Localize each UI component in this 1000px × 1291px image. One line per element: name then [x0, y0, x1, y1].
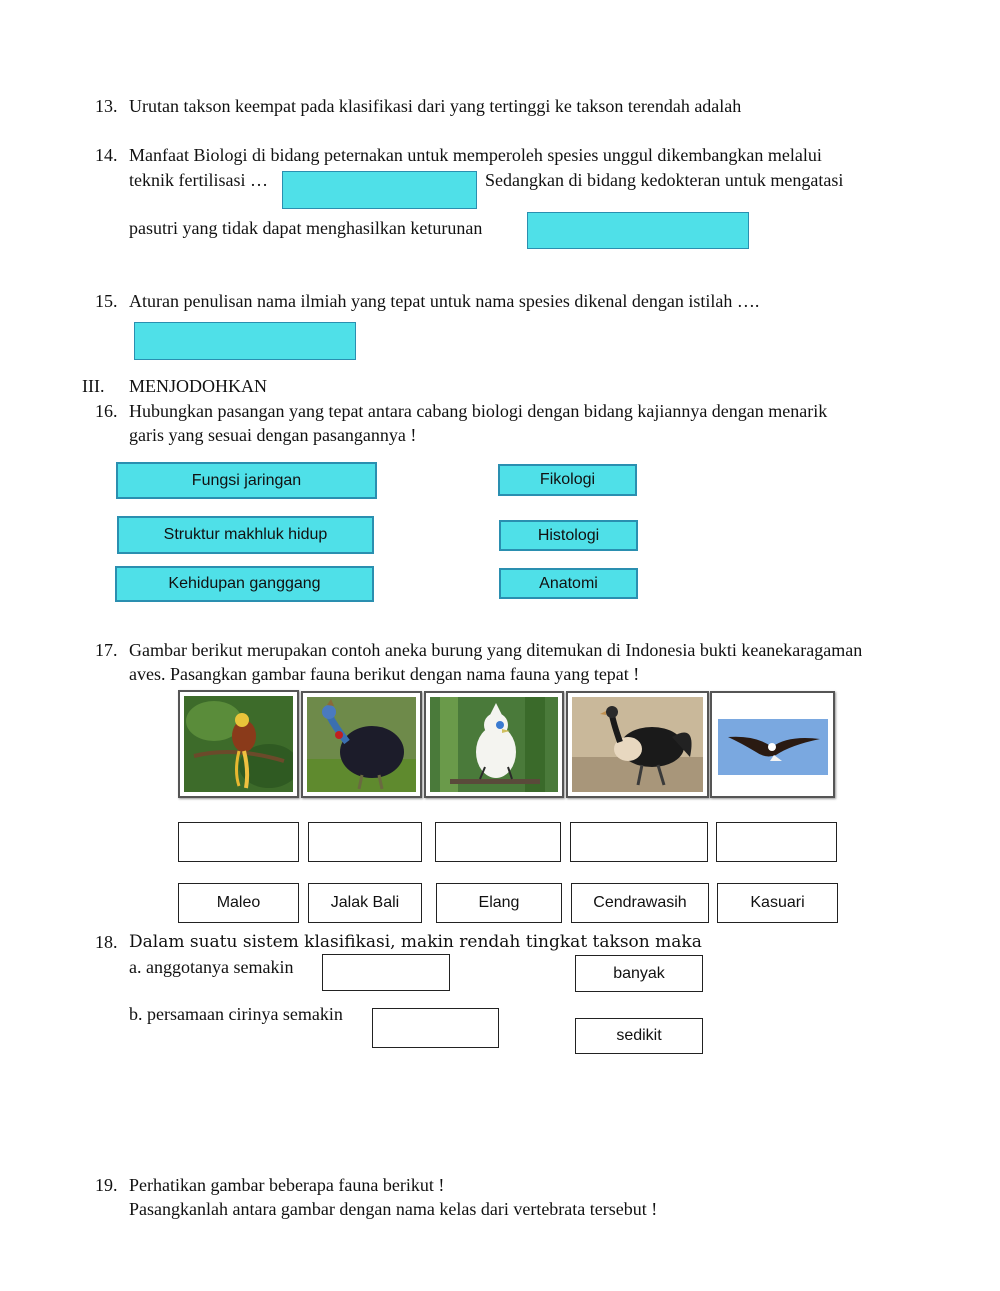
- q18-a-answer-box[interactable]: [322, 954, 450, 991]
- q16-right-item-3[interactable]: Anatomi: [499, 568, 638, 599]
- q17-answer-box-1[interactable]: [178, 822, 299, 862]
- q16-left-item-1[interactable]: Fungsi jaringan: [116, 462, 377, 499]
- q13-number: 13.: [95, 96, 118, 116]
- q13-text: Urutan takson keempat pada klasifikasi dari yang tertinggi ke takson terendah adalah: [129, 96, 742, 116]
- q14-answer-fertilisasi[interactable]: [282, 171, 477, 209]
- q17-line2: aves. Pasangkan gambar fauna berikut dengan nama fauna yang tepat !: [129, 664, 640, 684]
- bird-photo-cendrawasih: [178, 690, 299, 798]
- q16-right-item-1[interactable]: Fikologi: [498, 464, 637, 496]
- q16-left-item-3[interactable]: Kehidupan ganggang: [115, 566, 374, 602]
- q19-line1: Perhatikan gambar beberapa fauna berikut !: [129, 1175, 445, 1195]
- bird-photo-elang: [710, 691, 835, 798]
- q18-text: Dalam suatu sistem klasifikasi, makin rendah tingkat takson maka: [129, 932, 702, 952]
- q15-text: Aturan penulisan nama ilmiah yang tepat untuk nama spesies dikenal dengan istilah ….: [129, 291, 760, 311]
- q17-answer-box-2[interactable]: [308, 822, 422, 862]
- q19-line2: Pasangkanlah antara gambar dengan nama kelas dari vertebrata tersebut !: [129, 1199, 658, 1219]
- q14-line2-start: teknik fertilisasi …: [129, 170, 268, 190]
- q19-number: 19.: [95, 1175, 118, 1195]
- q16-number: 16.: [95, 401, 118, 421]
- q17-option-elang[interactable]: Elang: [436, 883, 562, 923]
- q16-line1: Hubungkan pasangan yang tepat antara cabang biologi dengan bidang kajiannya dengan menarik: [129, 401, 828, 421]
- q16-right-item-2[interactable]: Histologi: [499, 520, 638, 551]
- bird-photo-maleo: [566, 691, 709, 798]
- q18-option-banyak[interactable]: banyak: [575, 955, 703, 992]
- q14-line2-end: Sedangkan di bidang kedokteran untuk mengatasi: [485, 170, 844, 190]
- section3-title: MENJODOHKAN: [129, 376, 267, 396]
- q16-line2: garis yang sesuai dengan pasangannya !: [129, 425, 417, 445]
- q14-answer-kedokteran[interactable]: [527, 212, 749, 249]
- q14-number: 14.: [95, 145, 118, 165]
- bird-photo-jalak-bali: [424, 691, 564, 798]
- q17-option-jalak-bali[interactable]: Jalak Bali: [308, 883, 422, 923]
- q14-line3: pasutri yang tidak dapat menghasilkan keturunan: [129, 218, 483, 238]
- q18-a-text: a. anggotanya semakin: [129, 957, 294, 977]
- q18-b-answer-box[interactable]: [372, 1008, 499, 1048]
- q17-answer-box-3[interactable]: [435, 822, 561, 862]
- q18-number: 18.: [95, 932, 118, 952]
- q17-answer-box-5[interactable]: [716, 822, 837, 862]
- q14-line1: Manfaat Biologi di bidang peternakan untuk memperoleh spesies unggul dikembangkan melalui: [129, 145, 822, 165]
- q18-b-text: b. persamaan cirinya semakin: [129, 1004, 343, 1024]
- bird-photo-kasuari: [301, 691, 422, 798]
- q17-option-maleo[interactable]: Maleo: [178, 883, 299, 923]
- q17-option-kasuari[interactable]: Kasuari: [717, 883, 838, 923]
- q16-left-item-2[interactable]: Struktur makhluk hidup: [117, 516, 374, 554]
- q17-line1: Gambar berikut merupakan contoh aneka burung yang ditemukan di Indonesia bukti keanekaragaman: [129, 640, 863, 660]
- q17-option-cendrawasih[interactable]: Cendrawasih: [571, 883, 709, 923]
- q17-answer-box-4[interactable]: [570, 822, 708, 862]
- q15-number: 15.: [95, 291, 118, 311]
- q18-option-sedikit[interactable]: sedikit: [575, 1018, 703, 1054]
- section3-number: III.: [82, 376, 105, 396]
- q17-number: 17.: [95, 640, 118, 660]
- q15-answer[interactable]: [134, 322, 356, 360]
